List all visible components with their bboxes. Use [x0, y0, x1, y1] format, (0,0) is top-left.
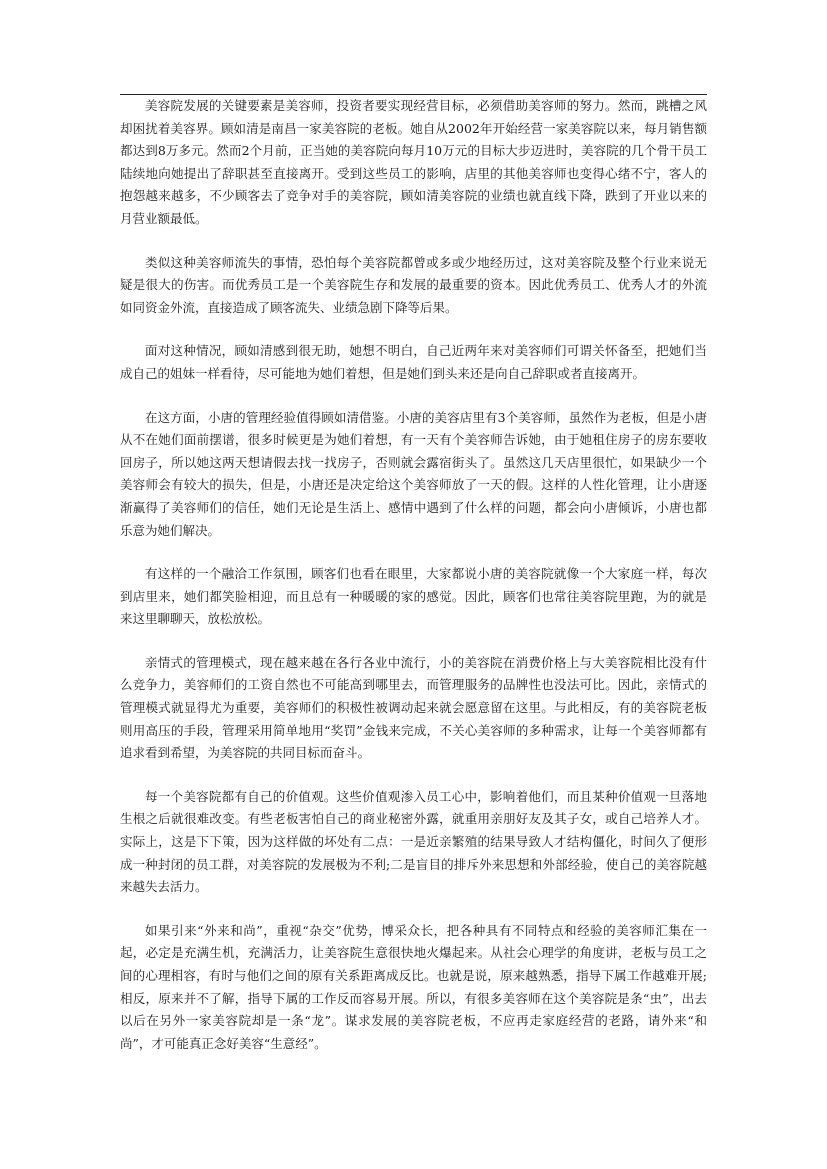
- paragraph-4: 在这方面，小唐的管理经验值得顾如清借鉴。小唐的美容店里有3个美容师，虽然作为老板，但是小唐从不在她们面前摆谱，很多时候更是为她们着想，有一天有个美容师告诉她，由于她租住房子的房东要收回房子，所以她这两天想请假去找一找房子，否则就会露宿街头了。虽然这几天店里很忙，如果缺少一个美容师会有较大的损失，但是，小唐还是决定给这个美容师放了一天的假。这样的人性化管理，让小唐逐渐赢得了美容师们的信任，她们无论是生活上、感情中遇到了什么样的问题，都会向小唐倾诉，小唐也都乐意为她们解决。: [120, 409, 707, 538]
- paragraph-5: 有这样的一个融洽工作氛围，顾客们也看在眼里，大家都说小唐的美容院就像一个大家庭一样，每次到店里来，她们都笑脸相迎，而且总有一种暖暖的家的感觉。因此，顾客们也常往美容院里跑，为的就是来这里聊聊天，放松放松。: [120, 566, 707, 627]
- paragraph-8: 如果引来“外来和尚”，重视“杂交”优势，博采众长，把各种具有不同特点和经验的美容师汇集在一起，必定是充满生机，充满活力，让美容院生意很快地火爆起来。从社会心理学的角度讲，老板与员工之间的心理相容，有时与他们之间的原有关系距离成反比。也就是说，原来越熟悉，指导下属工作越难开展;相反，原来并不了解，指导下属的工作反而容易开展。所以，有很多美容师在这个美容院是条“虫”，出去以后在另外一家美容院却是一条“龙”。谋求发展的美容院老板，不应再走家庭经营的老路，请外来“和尚”，才可能真正念好美容“生意经”。: [120, 922, 707, 1051]
- paragraph-6: 亲情式的管理模式，现在越来越在各行各业中流行，小的美容院在消费价格上与大美容院相比没有什么竞争力，美容师们的工资自然也不可能高到哪里去，而管理服务的品牌性也没法可比。因此，亲情式的管理模式就显得尤为重要，美容师们的积极性被调动起来就会愿意留在这里。与此相反，有的美容院老板则用高压的手段，管理采用简单地用“奖罚”金钱来完成，不关心美容师的多种需求，让每一个美容师都有追求看到希望，为美容院的共同目标而奋斗。: [120, 654, 707, 761]
- article-body: [120, 95, 707, 1076]
- paragraph-1: 美容院发展的关键要素是美容师，投资者要实现经营目标，必须借助美容师的努力。然而，跳槽之风却困扰着美容界。顾如清是南昌一家美容院的老板。她自从2002年开始经营一家美容院以来，每月销售额都达到8万多元。然而2个月前，正当她的美容院向每月10万元的目标大步迈进时，美容院的几个骨干员工陆续地向她提出了辞职甚至直接离开。受到这些员工的影响，店里的其他美容师也变得心绪不宁，客人的抱怨越来越多，不少顾客去了竞争对手的美容院，顾如清美容院的业绩也就直线下降，跌到了开业以来的月营业额最低。: [120, 98, 707, 226]
- paragraph-3: 面对这种情况，顾如清感到很无助，她想不明白，自己近两年来对美容师们可谓关怀备至，把她们当成自己的姐妹一样看待，尽可能地为她们着想，但是她们到头来还是向自己辞职或者直接离开。: [120, 343, 707, 381]
- paragraph-7: 每一个美容院都有自己的价值观。这些价值观渗入员工心中，影响着他们，而且某种价值观一旦落地生根之后就很难改变。有些老板害怕自己的商业秘密外露，就重用亲朋好友及其子女，或自己培养人才。实际上，这是下下策，因为这样做的坏处有二点：一是近亲繁殖的结果导致人才结构僵化，时间久了便形成一种封闭的员工群，对美容院的发展极为不利;二是盲目的排斥外来思想和外部经验，使自己的美容院越来越失去活力。: [120, 788, 707, 895]
- paragraph-2: 类似这种美容师流失的事情，恐怕每个美容院都曾或多或少地经历过，这对美容院及整个行业来说无疑是很大的伤害。而优秀员工是一个美容院生存和发展的最重要的资本。因此优秀员工、优秀人才的外流如同资金外流，直接造成了顾客流失、业绩急剧下降等后果。: [120, 254, 707, 315]
